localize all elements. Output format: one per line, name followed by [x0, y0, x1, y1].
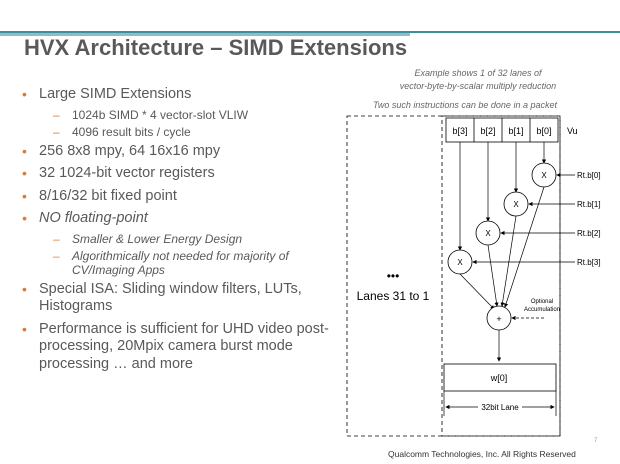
bullet-text: 1024b SIMD * 4 vector-slot VLIW: [72, 107, 249, 122]
vu-label: Vu: [567, 126, 578, 136]
bullet-text: Algorithmically not needed for majority of CV/Imaging Apps: [72, 248, 289, 277]
page-number: 7: [594, 438, 598, 444]
rt-label-0: Rt.b[0]: [577, 171, 601, 180]
result-label: w[0]: [490, 373, 508, 383]
multiplier-1-symbol: X: [513, 200, 519, 209]
optional-label-1: Optional: [530, 299, 554, 305]
rt-label-3: Rt.b[3]: [577, 258, 601, 267]
vu-cell-b2: b[2]: [480, 126, 496, 136]
optional-label-2: Accumulation: [523, 307, 561, 313]
bullet-text: Special ISA: Sliding window filters, LUTs, Histograms: [39, 280, 302, 314]
bullet-dot-icon: •: [22, 210, 27, 226]
rt-label-1: Rt.b[1]: [577, 200, 601, 209]
vu-cell-b0: b[0]: [536, 126, 552, 136]
bullet-text: Performance is sufficient for UHD video post-processing, 20Mpix camera burst mode processing … and more: [39, 320, 329, 372]
bullet-text: Smaller & Lower Energy Design: [72, 231, 243, 246]
bullet-text: Large SIMD Extensions: [39, 86, 192, 102]
bullet-dot-icon: •: [22, 320, 27, 337]
bullet-text: 8/16/32 bit fixed point: [39, 187, 177, 204]
bullet-dash-icon: –: [53, 124, 60, 139]
bullet-dot-icon: •: [22, 187, 27, 204]
vu-cell-b1: b[1]: [508, 126, 524, 136]
multiplier-3-symbol: X: [457, 258, 463, 267]
bullet-dot-icon: •: [22, 142, 27, 159]
bullet-text: 32 1024-bit vector registers: [39, 165, 215, 181]
caption-line-3: Two such instructions can be done in a packet: [373, 100, 557, 110]
lane-width-label: 32bit Lane: [481, 403, 519, 412]
footer-text: Qualcomm Technologies, Inc. All Rights Reserved: [388, 449, 576, 459]
bullet-dash-icon: –: [53, 231, 60, 246]
bullet-dash-icon: –: [53, 248, 60, 263]
bullet-text: 4096 result bits / cycle: [72, 124, 191, 139]
adder-symbol: +: [496, 314, 502, 324]
bullet-text: NO floating-point: [39, 210, 148, 226]
bullet-dot-icon: •: [22, 165, 27, 181]
bullet-dot-icon: •: [22, 280, 27, 297]
ellipsis: •••: [386, 269, 400, 283]
bullet-dash-icon: –: [53, 107, 60, 122]
bullet-dot-icon: •: [22, 86, 27, 102]
multiplier-0-symbol: X: [541, 171, 547, 180]
multiplier-2-symbol: X: [485, 229, 491, 238]
rt-label-2: Rt.b[2]: [577, 229, 601, 238]
lanes-label: Lanes 31 to 1: [356, 289, 430, 303]
caption-line-2: vector-byte-by-scalar multiply reduction: [399, 81, 557, 91]
vu-cell-b3: b[3]: [452, 126, 468, 136]
caption-line-1: Example shows 1 of 32 lanes of: [414, 68, 542, 78]
slide-title: HVX Architecture – SIMD Extensions: [24, 35, 408, 60]
bullet-text: 256 8x8 mpy, 64 16x16 mpy: [39, 142, 221, 159]
